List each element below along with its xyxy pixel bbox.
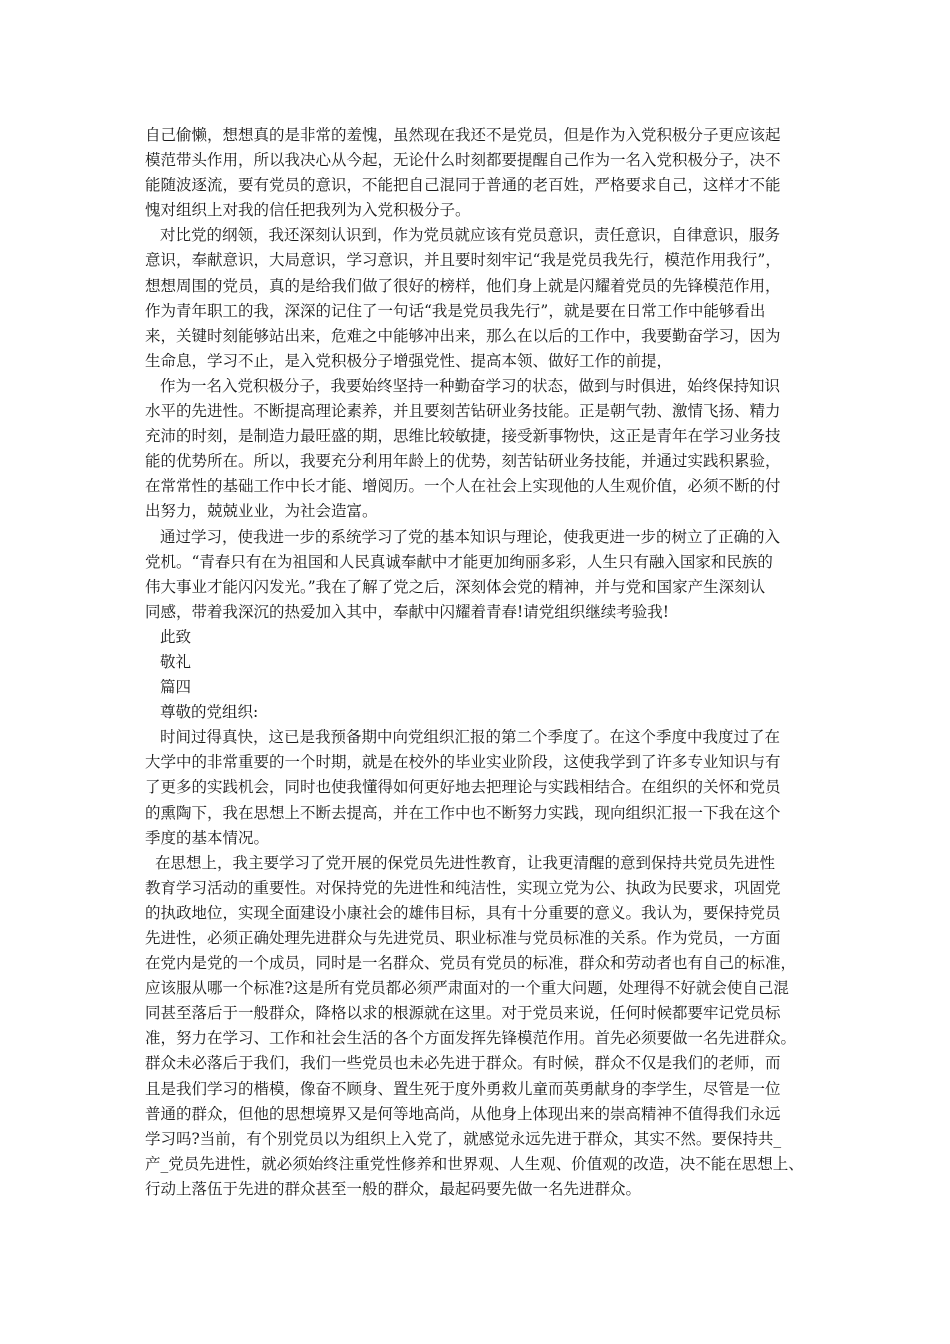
text-line: 大学中的非常重要的一个时期，就是在校外的毕业实业阶段，这使我学到了许多专业知识与有 <box>145 753 781 772</box>
text-line: 教育学习活动的重要性。对保持党的先进性和纯洁性，实现立党为公、执政为民要求，巩固党 <box>145 878 781 897</box>
text-line: 行动上落伍于先进的群众甚至一般的群众，最起码要先做一名先进群众。 <box>145 1179 642 1198</box>
text-line: 愧对组织上对我的信任把我列为入党积极分子。 <box>145 201 471 220</box>
text-line: 先进性，必须正确处理先进群众与先进党员、职业标准与党员标准的关系。作为党员，一方面 <box>145 929 781 947</box>
text-line: 出努力，兢兢业业，为社会造富。 <box>145 502 378 521</box>
text-line: 篇四 <box>160 678 192 697</box>
text-line: 模范带头作用，所以我决心从今起，无论什么时刻都要提醒自己作为一名入党积极分子，决不 <box>145 151 781 170</box>
text-line: 在常常性的基础工作中长才能、增阅历。一个人在社会上实现他的人生观价值，必须不断的付 <box>145 477 781 496</box>
text-line: 意识，奉献意识，大局意识，学习意识，并且要时刻牢记“我是党员我先行，模范作用我行”， <box>145 251 781 270</box>
text-line: 产_党员先进性，就必须始终注重党性修养和世界观、人生观、价值观的改造，决不能在思想上、 <box>145 1154 804 1173</box>
text-line: 同甚至落后于一般群众，降格以求的根源就在这里。对于党员来说，任何时候都要牢记党员标 <box>145 1004 781 1023</box>
text-line: 应该服从哪一个标准?这是所有党员都必须严肃面对的一个重大问题，处理得不好就会使自己混 <box>145 979 789 998</box>
text-line: 能的优势所在。所以，我要充分利用年龄上的优势，刻苦钻研业务技能，并通过实践积累验， <box>145 452 781 471</box>
text-line: 生命息，学习不止，是入党积极分子增强党性、提高本领、做好工作的前提， <box>145 351 673 370</box>
text-line: 通过学习，使我进一步的系统学习了党的基本知识与理论，使我更进一步的树立了正确的入 <box>160 527 781 546</box>
text-line: 水平的先进性。不断提高理论素养，并且要刻苦钻研业务技能。正是朝气勃、激情飞扬、精力 <box>145 402 781 421</box>
text-line: 在党内是党的一个成员，同时是一名群众、党员有党员的标准，群众和劳动者也有自己的标准， <box>145 954 797 973</box>
text-line: 时间过得真快，这已是我预备期中向党组织汇报的第二个季度了。在这个季度中我度过了在 <box>160 728 781 747</box>
text-line: 尊敬的党组织: <box>160 703 259 722</box>
text-line: 同感，带着我深沉的热爱加入其中，奉献中闪耀着青春!请党组织继续考验我! <box>145 602 669 621</box>
text-line: 群众未必落后于我们，我们一些党员也未必先进于群众。有时候，群众不仅是我们的老师，而 <box>145 1054 781 1073</box>
text-line: 作为一名入党积极分子，我要始终坚持一种勤奋学习的状态，做到与时俱进，始终保持知识 <box>160 376 781 395</box>
text-line: 学习吗?当前，有个别党员以为组织上入党了，就感觉永远先进于群众，其实不然。要保持共_ <box>145 1129 782 1148</box>
text-line: 作为青年职工的我，深深的记住了一句话“我是党员我先行”，就是要在日常工作中能够看出 <box>145 301 766 320</box>
text-line: 准，努力在学习、工作和社会生活的各个方面发挥先锋模范作用。首先必须要做一名先进群众。 <box>145 1029 797 1048</box>
text-line: 在思想上，我主要学习了党开展的保党员先进性教育，让我更清醒的意到保持共党员先进性 <box>155 853 776 872</box>
text-line: 的熏陶下，我在思想上不断去提高，并在工作中也不断努力实践，现向组织汇报一下我在这个 <box>145 803 781 822</box>
text-line: 自己偷懒，想想真的是非常的羞愧，虽然现在我还不是党员，但是作为入党积极分子更应该起 <box>145 126 781 144</box>
text-line: 普通的群众，但他的思想境界又是何等地高尚，从他身上体现出来的崇高精神不值得我们永远 <box>145 1104 781 1123</box>
text-line: 此致 <box>160 627 192 646</box>
text-line: 对比党的纲领，我还深刻认识到，作为党员就应该有党员意识，责任意识，自律意识，服务 <box>160 226 781 245</box>
text-line: 想想周围的党员，真的是给我们做了很好的榜样，他们身上就是闪耀着党员的先锋模范作用， <box>145 276 781 295</box>
text-line: 充沛的时刻，是制造力最旺盛的期，思维比较敏捷，接受新事物快，这正是青年在学习业务技 <box>145 427 781 446</box>
text-line: 了更多的实践机会，同时也使我懂得如何更好地去把理论与实践相结合。在组织的关怀和党员 <box>145 778 781 797</box>
text-line: 敬礼 <box>160 652 192 671</box>
text-line: 伟大事业才能闪闪发光。”我在了解了党之后，深刻体会党的精神，并与党和国家产生深刻认 <box>145 577 766 596</box>
text-line: 能随波逐流，要有党员的意识，不能把自己混同于普通的老百姓，严格要求自己，这样才不能 <box>145 176 781 195</box>
text-line: 且是我们学习的楷模，像奋不顾身、置生死于度外勇救儿童而英勇献身的李学生，尽管是一位 <box>145 1079 781 1098</box>
text-line: 党机。“青春只有在为祖国和人民真诚奉献中才能更加绚丽多彩，人生只有融入国家和民族的 <box>145 552 773 571</box>
document-body <box>145 123 825 1202</box>
text-line: 来，关键时刻能够站出来，危难之中能够冲出来，那么在以后的工作中，我要勤奋学习，因为 <box>145 326 781 345</box>
text-line: 的执政地位，实现全面建设小康社会的雄伟目标，具有十分重要的意义。我认为，要保持党员 <box>145 903 781 922</box>
text-line: 季度的基本情况。 <box>145 828 270 847</box>
